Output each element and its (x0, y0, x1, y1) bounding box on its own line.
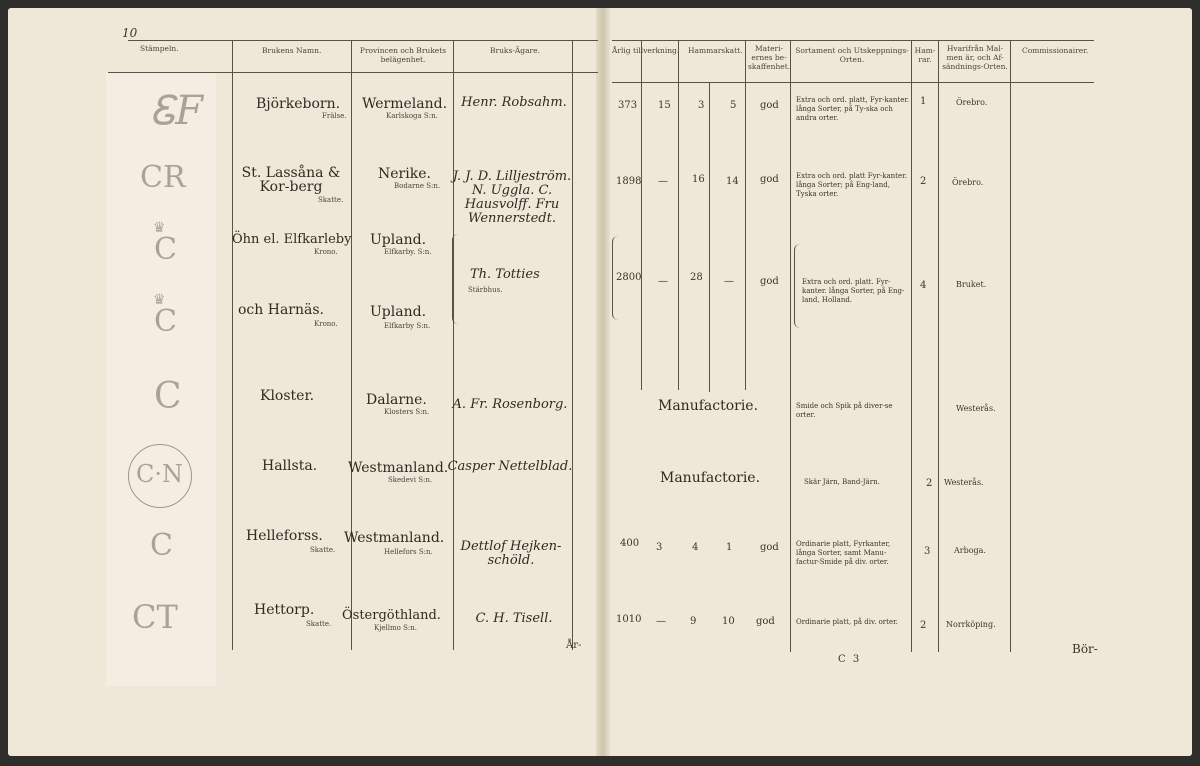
tillverkning: 1898 (616, 176, 642, 187)
sortament: Smide och Spik på diver-se orter. (796, 402, 893, 419)
quality: god (760, 174, 779, 185)
col-rule (911, 40, 912, 652)
hammar-3: 5 (730, 100, 737, 111)
hamrar: 1 (920, 96, 927, 107)
header-bottom-rule-left (108, 72, 598, 73)
hammar-2: 28 (690, 272, 703, 283)
signature-mark: C 3 (838, 654, 862, 665)
left-page (8, 8, 602, 756)
hammar-1: 3 (656, 542, 663, 553)
bruk-status: Skatte. (318, 196, 344, 204)
hammar-3: 14 (726, 176, 739, 187)
hamrar: 2 (920, 176, 927, 187)
sortament: Skär Järn, Band-Järn. (804, 478, 880, 486)
col-rule (938, 40, 939, 652)
parish: Elfkarby S:n. (384, 322, 431, 330)
col-rule (1010, 40, 1011, 652)
bruk-name: och Harnäs. (238, 302, 324, 318)
tillverkning: 373 (618, 100, 638, 111)
hammar-1: — (658, 276, 668, 287)
parish: Kjellmo S:n. (374, 624, 417, 632)
header-sortament: Sortament och Utskeppnings-Orten. (795, 46, 909, 64)
hammar-3: — (724, 276, 734, 287)
owner-note: Stärbhus. (468, 286, 503, 294)
group-brace (452, 234, 459, 324)
province: Westmanland. (348, 460, 449, 476)
parish: Elfkarby. S:n. (384, 248, 432, 256)
tillverkning: 400 (620, 538, 640, 549)
hamrar: 2 (920, 620, 927, 631)
owner: C. H. Tisell. (475, 611, 553, 626)
col-rule (790, 40, 791, 652)
stamp-mark: C·N (136, 460, 183, 488)
hammar-2: 4 (692, 542, 699, 553)
hammar-2: 3 (698, 100, 705, 111)
owner: Casper Nettelblad. (447, 459, 573, 474)
catchword-right: Bör- (1072, 642, 1098, 656)
header-commissionairer: Commissionairer. (1022, 46, 1089, 55)
bruk-status: Krono. (314, 248, 338, 256)
owner: Henr. Robsahm. (461, 95, 567, 110)
crown-icon: ♛ (153, 220, 166, 236)
stamp-mark: ᏋF (150, 88, 204, 134)
hammar-3: 1 (726, 542, 733, 553)
hamrar: 2 (926, 478, 933, 489)
bruk-status: Skatte. (306, 620, 332, 628)
col-rule (572, 40, 573, 650)
header-brukens-namn: Brukens Namn. (262, 46, 322, 55)
hammar-1: 15 (658, 100, 671, 111)
header-stampeln: Stämpeln. (140, 44, 179, 53)
sortament: Ordinarie platt, på div. orter. (796, 618, 898, 626)
hammar-2: 16 (692, 174, 705, 185)
col-rule (351, 40, 352, 650)
col-rule (232, 40, 233, 650)
header-hammarskatt: Hammarskatt. (688, 46, 743, 55)
parish: Karlskoga S:n. (386, 112, 438, 120)
owner: Th. Totties (470, 267, 540, 282)
hammar-3: 10 (722, 616, 735, 627)
bruk-status: Krono. (314, 320, 338, 328)
col-rule (641, 40, 642, 390)
col-rule (745, 40, 746, 390)
ort: Westerås. (956, 404, 996, 413)
stamp-mark: C (150, 528, 173, 563)
manufactorie: Manufactorie. (658, 398, 759, 414)
parish: Skedevi S:n. (388, 476, 433, 484)
manufactorie: Manufactorie. (660, 470, 761, 486)
bruk-name: Björkeborn. (256, 96, 341, 112)
province: Östergöthland. (342, 608, 441, 623)
sortament: Extra och ord. platt Fyr-kanter. långa Sorter; på Eng-land, Tyska orter. (796, 172, 907, 198)
ort: Norrköping. (946, 620, 996, 629)
header-tillverkning: Årlig tillverkning. (612, 46, 680, 55)
header-agare: Bruks-Ägare. (490, 46, 540, 55)
bruk-status: Frälse. (322, 112, 347, 120)
stamp-mark: CR (140, 160, 186, 195)
province: Upland. (370, 232, 427, 248)
owner: Dettlof Hejken-schöld. (460, 539, 562, 568)
hammar-1: — (658, 176, 668, 187)
province: Nerike. (378, 166, 431, 182)
quality: god (760, 542, 779, 553)
province: Westmanland. (344, 530, 445, 546)
header-top-rule (128, 40, 598, 41)
bruk-name: Kloster. (260, 388, 315, 404)
col-rule (709, 82, 710, 392)
header-provincen: Provincen och Brukets belägenhet. (359, 46, 447, 64)
col-rule (678, 40, 679, 390)
ort: Örebro. (956, 98, 988, 107)
parish: Bodarne S:n. (394, 182, 441, 190)
province: Dalarne. (366, 392, 427, 408)
header-hamrar: Ham-rar. (914, 46, 936, 64)
owner: A. Fr. Rosenborg. (452, 397, 568, 412)
quality: god (760, 276, 779, 287)
crown-icon: ♛ (153, 292, 166, 308)
ort: Westerås. (944, 478, 984, 487)
catchword-left: År- (566, 640, 582, 651)
hamrar: 3 (924, 546, 931, 557)
hammar-2: 9 (690, 616, 697, 627)
province: Upland. (370, 304, 427, 320)
parish: Klosters S:n. (384, 408, 430, 416)
province: Wermeland. (362, 96, 448, 112)
owner: J. J. D. Lilljeström. N. Uggla. C. Hausvolff. Fru Wennerstedt. (452, 169, 572, 226)
ort: Örebro. (952, 178, 984, 187)
parish: Hellefors S:n. (384, 548, 433, 556)
page-number: 10 (122, 26, 138, 40)
bruk-status: Skatte. (310, 546, 336, 554)
bruk-name: Öhn el. Elfkarleby (232, 232, 352, 247)
sortament: Extra och ord. platt, Fyr-kanter. långa Sorter, på Ty-ska och andra orter. (796, 96, 910, 122)
header-materialernes: Materi-ernes be-skaffenhet. (748, 44, 791, 71)
stamp-mark: C (154, 232, 177, 267)
ort: Bruket. (956, 280, 987, 289)
quality: god (756, 616, 775, 627)
header-top-rule-right (612, 40, 1094, 41)
bruk-name: Helleforss. (246, 528, 323, 544)
sortament: Extra och ord. platt. Fyr-kanter. långa Sorter, på Eng-land, Holland. (802, 278, 905, 304)
bruk-name: Hettorp. (254, 602, 315, 618)
tillverkning: 1010 (616, 614, 642, 625)
bruk-name: St. Lassåna & Kor-berg (241, 165, 341, 195)
group-brace (794, 244, 800, 328)
hamrar: 4 (920, 280, 927, 291)
header-bottom-rule-right (612, 82, 1094, 83)
stamp-mark: C (154, 304, 177, 339)
book-spine (596, 8, 610, 756)
tillverkning: 2800 (616, 272, 642, 283)
hammar-1: — (656, 616, 666, 627)
quality: god (760, 100, 779, 111)
ort: Arboga. (954, 546, 986, 555)
stamp-mark: C (154, 376, 182, 417)
bruk-name: Hallsta. (262, 458, 318, 474)
sortament: Ordinarie platt, Fyrkanter, långa Sorter, samt Manu-factur-Smide på div. orter. (796, 540, 891, 566)
header-hvarifran: Hvarifrån Mal-men är, och Af-sändnings-Orten. (942, 44, 1008, 71)
stamp-mark: CT (132, 598, 178, 636)
